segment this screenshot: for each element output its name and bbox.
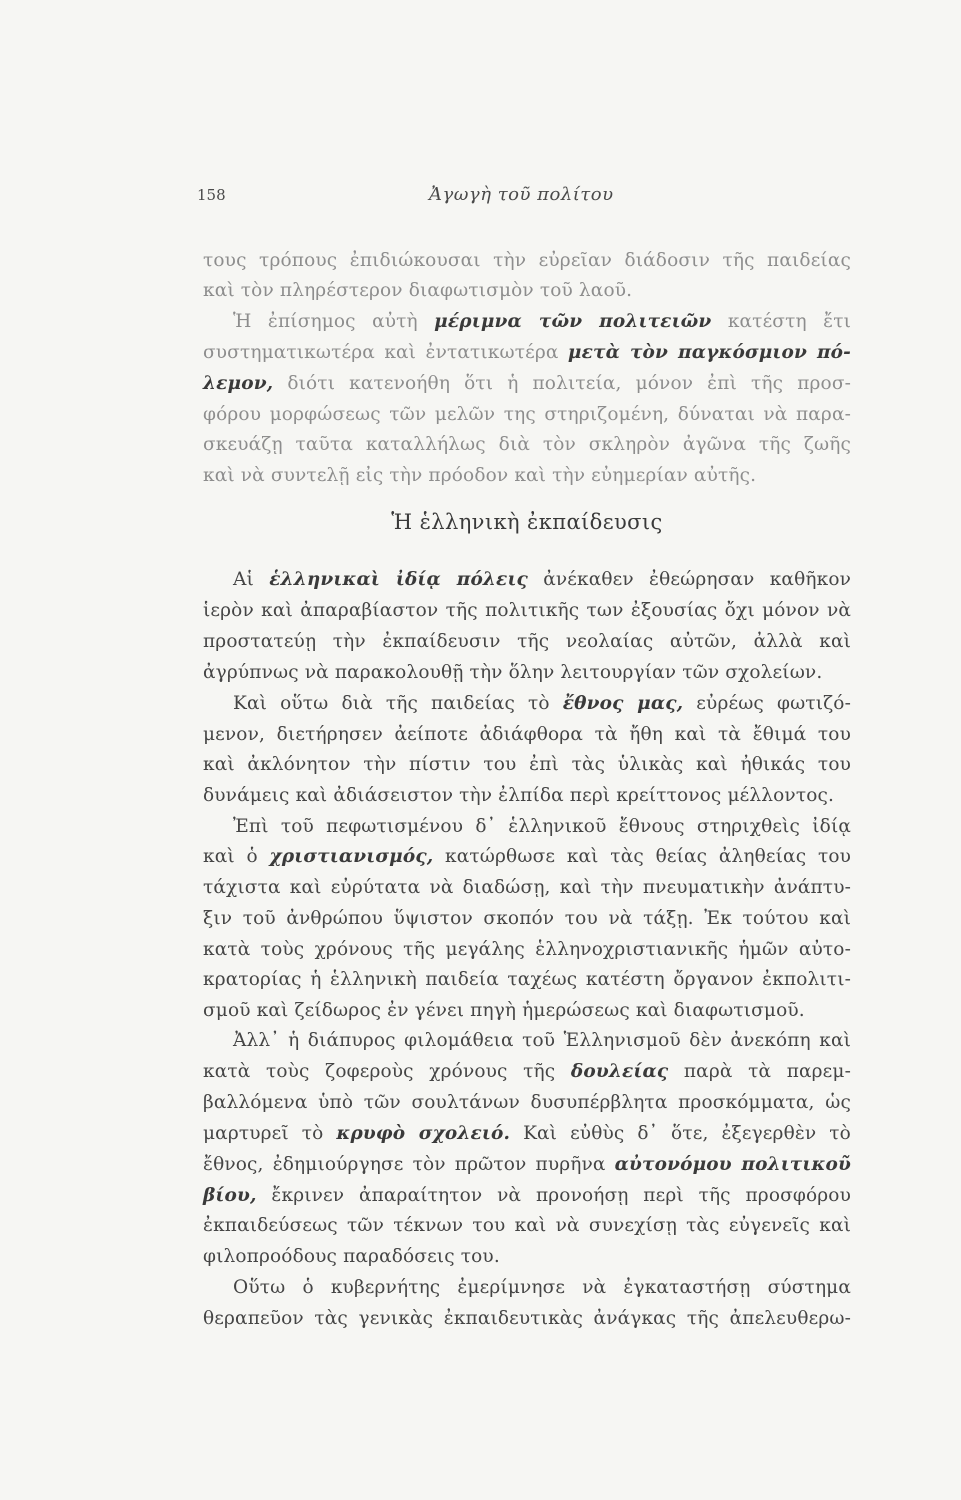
text-run: παρὰ τὰ παρεμ- [668,1061,851,1082]
text-run: κατὰ τοὺς ζοφεροὺς χρόνους τῆς [203,1061,571,1082]
text-line [203,461,851,491]
text-run: θεραπεῦον τὰς γενικὰς ἐκπαιδευτικὰς ἀνάγκας τῆς ἀπελευθερω- [203,1308,851,1329]
emphasized-phrase: βίου, [203,1185,257,1206]
text-run: ἱερὸν καὶ ἀπαραβίαστον τῆς πολιτικῆς των ἐξουσίας ὄχι μόνον νὰ [203,600,851,621]
text-line [203,1088,851,1118]
text-line [203,904,851,934]
text-run: σκευάζῃ ταῦτα καταλλήλως διὰ τὸν σκληρὸν ἀγῶνα τῆς ζωῆς [203,434,851,455]
text-line [203,658,851,688]
text-run: ξιν τοῦ ἀνθρώπου ὕψιστον σκοπόν του νὰ τάξῃ. Ἐκ τούτου καὶ [203,908,851,929]
text-run: φιλοπροόδους παραδόσεις του. [203,1246,500,1267]
text-line [203,400,851,430]
text-line [203,1119,851,1149]
text-run: κατώρθωσε καὶ τὰς θείας ἀληθείας του [433,846,852,867]
text-line [203,1181,851,1211]
text-line [203,430,851,460]
text-run: Ἐπὶ τοῦ πεφωτισμένου δ᾽ ἑλληνικοῦ ἔθνους στηριχθεὶς ἰδίᾳ [233,816,851,837]
text-run: τάχιστα καὶ εὐρύτατα νὰ διαδώσῃ, καὶ τὴν πνευματικὴν ἀνάπτυ- [203,877,851,898]
text-run: καὶ ἀκλόνητον τὴν πίστιν του ἐπὶ τὰς ὑλικὰς καὶ ἠθικάς του [203,754,851,775]
text-line [203,565,851,595]
text-run: ἐκπαιδεύσεως τῶν τέκνων του καὶ νὰ συνεχίσῃ τὰς εὐγενεῖς καὶ [203,1215,851,1236]
text-run: καὶ τὸν πληρέστερον διαφωτισμὸν τοῦ λαοῦ. [203,280,633,301]
text-line [203,369,851,399]
text-run: τους τρόπους ἐπιδιώκουσαι τὴν εὐρεῖαν διάδοσιν τῆς παιδείας [203,250,851,271]
text-run: σμοῦ καὶ ζείδωρος ἐν γένει πηγὴ ἡμερώσεως καὶ διαφωτισμοῦ. [203,1000,805,1021]
text-run: βαλλόμενα ὑπὸ τῶν σουλτάνων δυσυπέρβλητα προσκόμματα, ὡς [203,1092,851,1113]
text-run: ἀνέκαθεν ἐθεώρησαν καθῆκον [527,569,851,590]
text-run: Αἱ [233,569,270,590]
emphasized-phrase: μέριμνα τῶν πολιτειῶν [434,311,712,332]
text-line [203,1057,851,1087]
text-run: ἀγρύπνως νὰ παρακολουθῇ τὴν ὅλην λειτουργίαν τῶν σχολείων. [203,662,823,683]
text-run: κατὰ τοὺς χρόνους τῆς μεγάλης ἑλληνοχριστιανικῆς ἡμῶν αὐτο- [203,939,851,960]
text-line [203,1211,851,1241]
text-line [203,1026,851,1056]
text-line [203,338,851,368]
emphasized-phrase: λεμον, [203,373,274,394]
text-run: κατέστη ἔτι [711,311,851,332]
text-line [203,842,851,872]
text-line [203,750,851,780]
text-run: Καὶ εὐθὺς δ᾽ ὅτε, ἐξεγερθὲν τὸ [510,1123,851,1144]
emphasized-phrase: χριστιανισμός, [269,846,434,867]
text-line [203,1273,851,1303]
text-run: ἔθνος, ἐδημιούργησε τὸν πρῶτον πυρῆνα [203,1154,615,1175]
text-line [203,781,851,811]
text-line [203,1150,851,1180]
emphasized-phrase: αὐτονόμου πολιτικοῦ [614,1154,851,1175]
emphasized-phrase: κρυφὸ σχολειό. [336,1123,511,1144]
text-line [203,996,851,1026]
text-run: συστηματικωτέρα καὶ ἐντατικωτέρα [203,342,568,363]
text-line [203,689,851,719]
text-run: φόρου μορφώσεως τῶν μελῶν της στηριζομένη, δύναται νὰ παρα- [203,404,851,425]
running-title: Ἀγωγὴ τοῦ πολίτου [429,184,614,205]
text-line [203,935,851,965]
text-line [203,965,851,995]
text-run: μενον, διετήρησεν ἀείποτε ἀδιάφθορα τὰ ἤθη καὶ τὰ ἔθιμά του [203,724,851,745]
text-run: Καὶ οὕτω διὰ τῆς παιδείας τὸ [233,693,563,714]
emphasized-phrase: ἔθνος μας, [562,693,684,714]
text-line [203,1304,851,1334]
text-line [203,307,851,337]
text-line [203,627,851,657]
text-run: διότι κατενοήθη ὅτι ἡ πολιτεία, μόνον ἐπὶ τῆς προσ- [273,373,851,394]
page-number: 158 [197,186,226,204]
text-line [203,246,851,276]
text-run: Ἡ ἐπίσημος αὐτὴ [233,311,435,332]
text-run: καὶ ὁ [203,846,270,867]
text-run: μαρτυρεῖ τὸ [203,1123,337,1144]
text-run: δυνάμεις καὶ ἀδιάσειστον τὴν ἐλπίδα περὶ κρείττονος μέλλοντος. [203,785,835,806]
text-line [203,812,851,842]
text-run: καὶ νὰ συντελῇ εἰς τὴν πρόοδον καὶ τὴν εὐημερίαν αὐτῆς. [203,465,757,486]
text-line [203,1242,851,1272]
text-run: εὐρέως φωτιζό- [683,693,852,714]
text-run: κρατορίας ἡ ἑλληνικὴ παιδεία ταχέως κατέστη ὄργανον ἐκπολιτι- [203,969,851,990]
running-header [197,186,852,210]
emphasized-phrase: δουλείας [570,1061,669,1082]
emphasized-phrase: μετὰ τὸν παγκόσμιον πό- [567,342,851,363]
text-run: προστατεύῃ τὴν ἐκπαίδευσιν τῆς νεολαίας αὐτῶν, ἀλλὰ καὶ [203,631,851,652]
text-run: Ἀλλ᾽ ἡ διάπυρος φιλομάθεια τοῦ Ἑλληνισμοῦ δὲν ἀνεκόπη καὶ [233,1030,851,1051]
text-line [203,873,851,903]
text-line [203,276,851,306]
text-run: Οὕτω ὁ κυβερνήτης ἐμερίμνησε νὰ ἐγκαταστήσῃ σύστημα [233,1277,851,1298]
text-line [203,720,851,750]
section-heading: Ἡ ἑλληνικὴ ἐκπαίδευσις [391,510,663,534]
text-line [203,596,851,626]
emphasized-phrase: ἑλληνικαὶ ἰδίᾳ πόλεις [269,569,528,590]
text-run: ἔκρινεν ἀπαραίτητον νὰ προνοήσῃ περὶ τῆς προσφόρου [256,1185,851,1206]
